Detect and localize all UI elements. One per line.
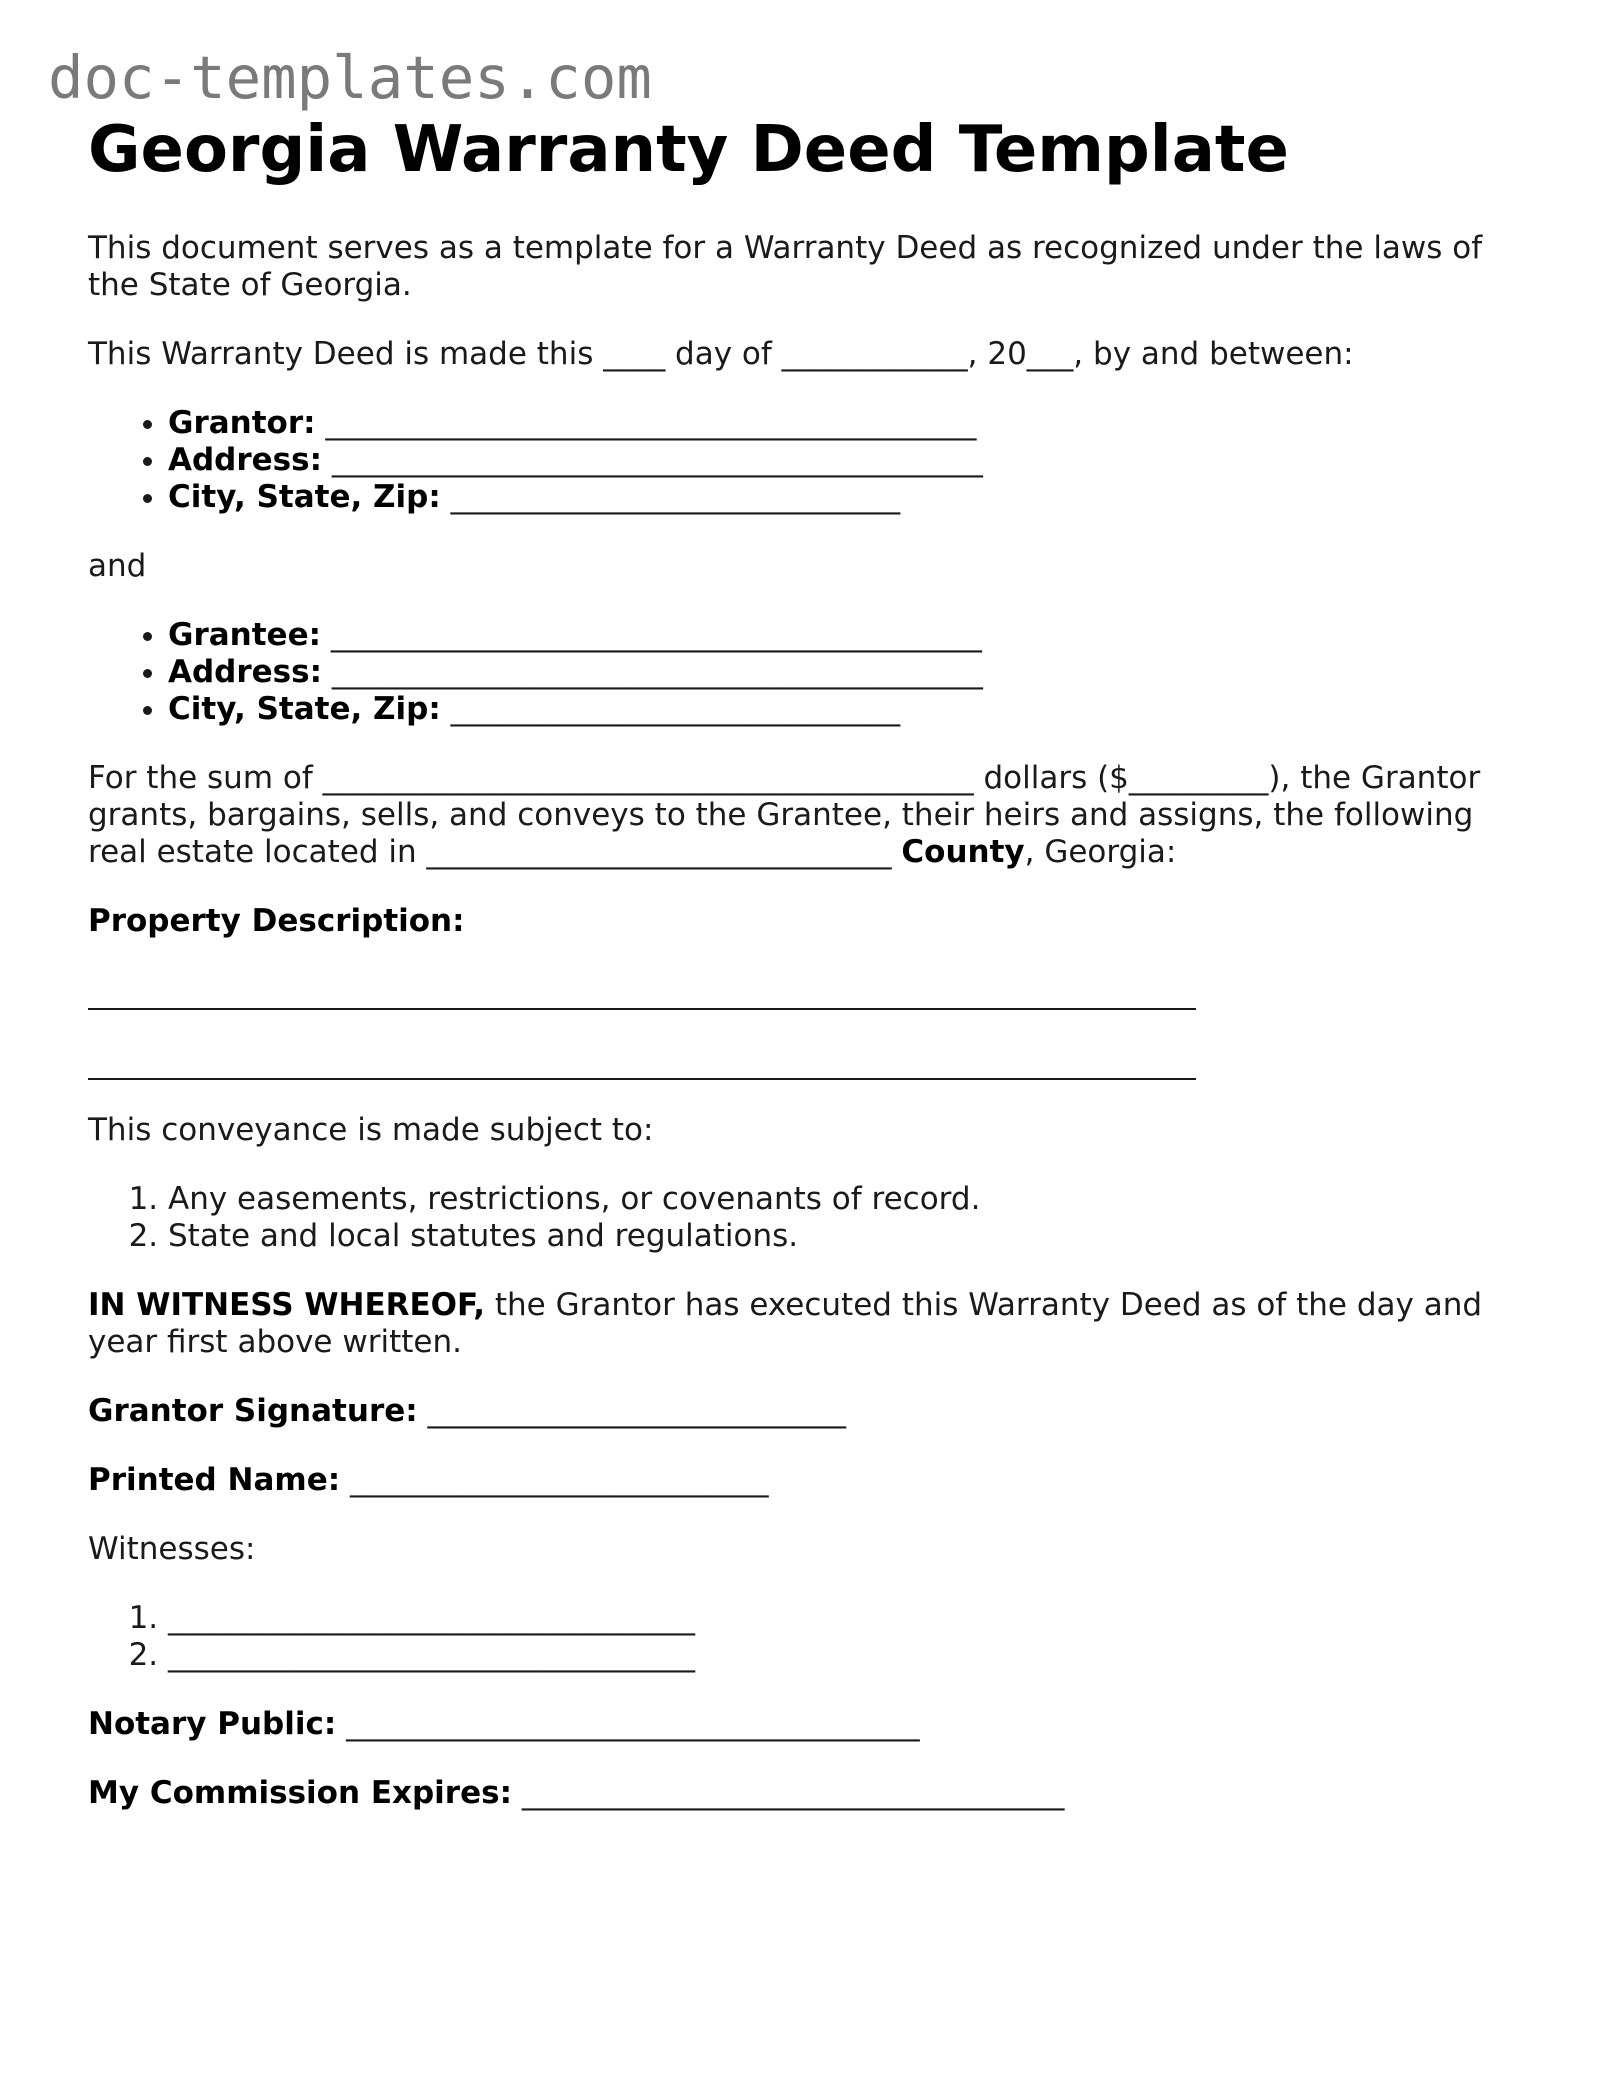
grantor-fields: [88, 405, 1528, 516]
subject-to-intro: This conveyance is made subject to:: [88, 1112, 654, 1148]
property-description-label: Property Description:: [88, 903, 465, 939]
grantor-signature-label: Grantor Signature:: [88, 1393, 418, 1429]
document-body: [88, 112, 1528, 1844]
grantor-label: Grantor:: [168, 405, 316, 441]
grantee-address-label: Address:: [168, 654, 322, 690]
grantor-city-label: City, State, Zip:: [168, 479, 441, 515]
county-label: County: [901, 834, 1025, 870]
notary-public-label: Notary Public:: [88, 1706, 337, 1742]
subject-to-item: 1. Any easements, restrictions, or covenants of record.: [168, 1181, 1528, 1218]
grantor-address-field: [168, 442, 1528, 479]
and-text: and: [88, 548, 147, 584]
made-line: This Warranty Deed is made this ____ day of ____________, 20___, by and between:: [88, 336, 1354, 372]
commission-expires-blank: ___________________________________: [511, 1775, 1065, 1811]
subject-to-list: [88, 1181, 1528, 1255]
property-description-heading: [88, 903, 1528, 940]
consideration-text: For the sum of __________________________________________ dollars ($_________), the Grantor grants, bargains, sells, and conveys to the Grantee, their heirs and assigns, the following real estate located in ______________________________: [88, 760, 1481, 870]
notary-public-line: [88, 1706, 1528, 1743]
commission-expires-line: [88, 1775, 1528, 1812]
intro-paragraph: This document serves as a template for a Warranty Deed as recognized under the laws of the State of Georgia.: [88, 230, 1483, 303]
commission-expires-label: My Commission Expires:: [88, 1775, 512, 1811]
witness-clause-bold: IN WITNESS WHEREOF,: [88, 1287, 486, 1323]
printed-name-line: [88, 1462, 1528, 1499]
grantee-blank: __________________________________________: [321, 617, 982, 653]
watermark: doc-templates.com: [48, 43, 652, 112]
grantor-city-blank: _____________________________: [440, 479, 901, 515]
property-description-line-2: [88, 1042, 1196, 1080]
grantor-field: [168, 405, 1528, 442]
witness-line: 2. __________________________________: [168, 1637, 1528, 1674]
grantee-city-field: [168, 691, 1528, 728]
grantee-field: [168, 617, 1528, 654]
witness-clause-text: the Grantor has executed this Warranty Deed as of the day and year first above written.: [88, 1287, 1483, 1360]
subject-to-item: 2. State and local statutes and regulations.: [168, 1218, 1528, 1255]
notary-public-blank: _____________________________________: [336, 1706, 920, 1742]
printed-name-label: Printed Name:: [88, 1462, 341, 1498]
grantor-signature-blank: ___________________________: [417, 1393, 847, 1429]
witnesses-label: Witnesses:: [88, 1531, 256, 1567]
grantee-city-label: City, State, Zip:: [168, 691, 441, 727]
witness-lines: [88, 1600, 1528, 1674]
grantor-city-field: [168, 479, 1528, 516]
grantee-fields: [88, 617, 1528, 728]
grantee-address-blank: __________________________________________: [322, 654, 983, 690]
witness-clause: [88, 1287, 1528, 1361]
printed-name-blank: ___________________________: [340, 1462, 769, 1498]
grantor-blank: __________________________________________: [315, 405, 977, 441]
grantee-city-blank: _____________________________: [440, 691, 901, 727]
grantor-signature-line: [88, 1393, 1528, 1430]
grantee-label: Grantee:: [168, 617, 321, 653]
witness-line: 1. __________________________________: [168, 1600, 1528, 1637]
page-title: Georgia Warranty Deed Template: [88, 113, 1289, 187]
consideration-state: , Georgia:: [1024, 834, 1177, 870]
consideration-paragraph: [88, 760, 1528, 871]
grantee-address-field: [168, 654, 1528, 691]
grantor-address-label: Address:: [168, 442, 322, 478]
grantor-address-blank: __________________________________________: [322, 442, 983, 478]
property-description-line-1: [88, 972, 1196, 1010]
